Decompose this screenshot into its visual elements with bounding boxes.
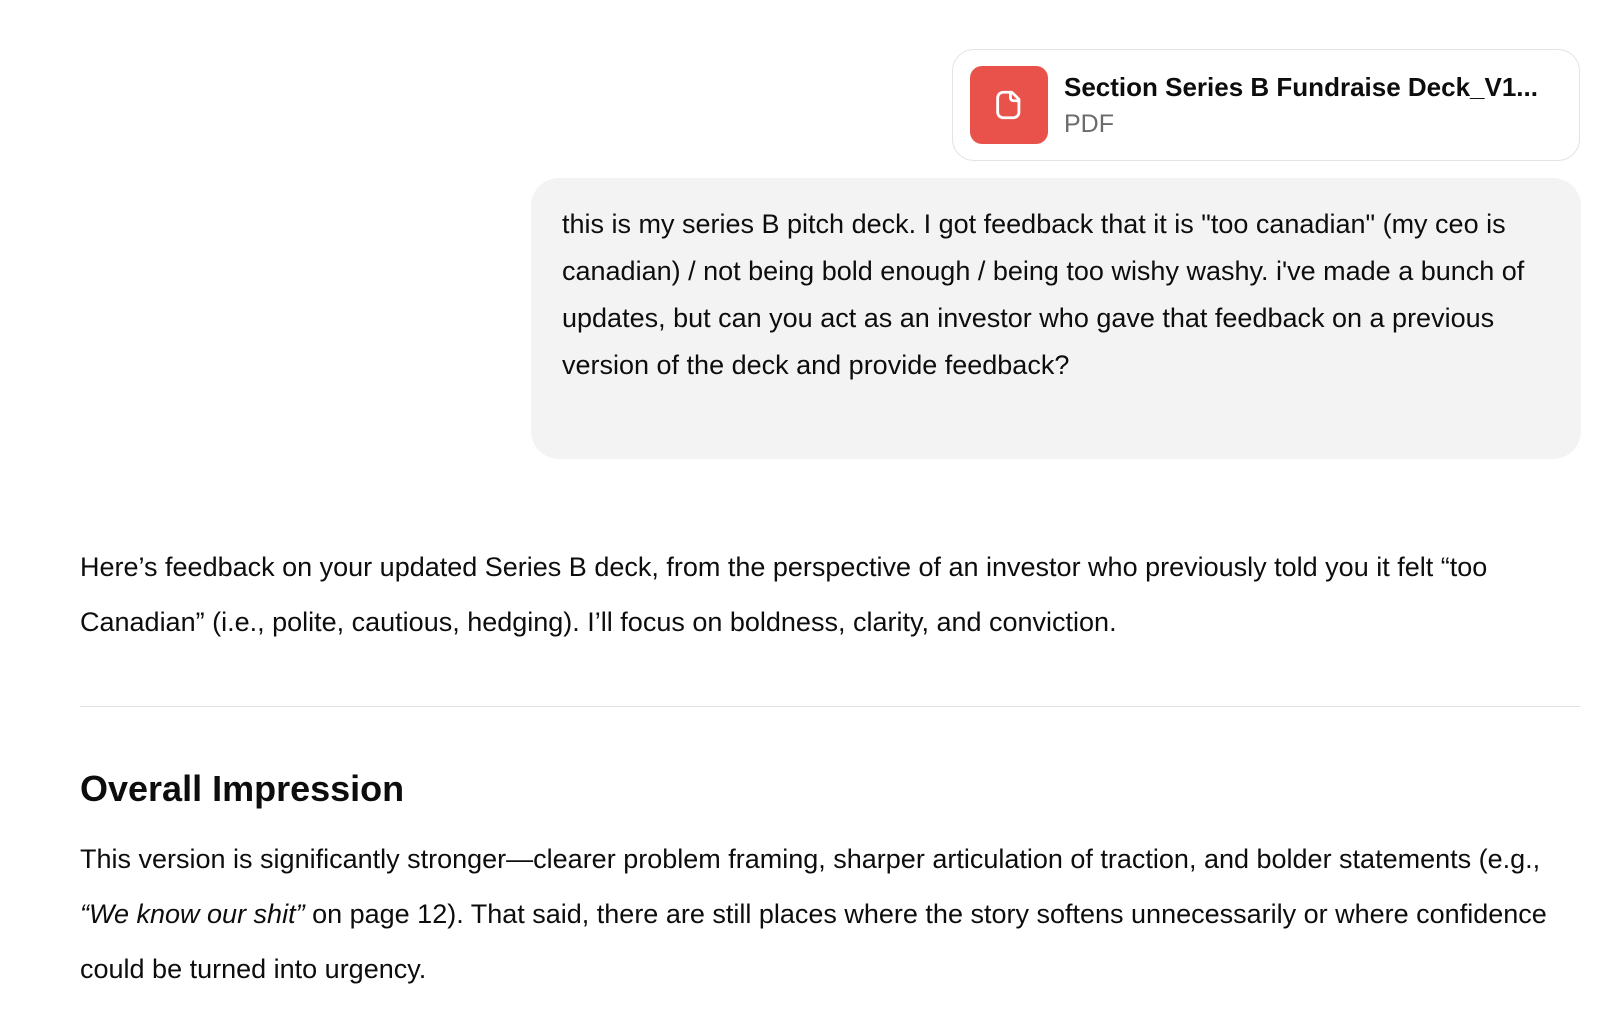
file-meta	[1064, 70, 1569, 140]
section-heading: Overall Impression	[80, 768, 405, 809]
document-icon	[970, 66, 1048, 144]
user-message-bubble	[531, 178, 1581, 459]
section-body-quote: “We know our shit”	[80, 899, 305, 929]
section-body	[80, 832, 1590, 997]
section-body-text-continued: on page 12). That said, there are still places where the story softens unnecessarily or where confidence could be turned into urgency.	[80, 899, 1547, 984]
divider	[80, 706, 1580, 707]
user-message-text: this is my series B pitch deck. I got feedback that it is "too canadian" (my ceo is canadian) / not being bold enough / being too wishy washy. i've made a bunch of updates, but can you act as an investor who gave that feedback on a previous version of the deck and provide feedback?	[562, 209, 1525, 380]
section-body-text: This version is significantly stronger—clearer problem framing, sharper articulation of traction, and bolder statements (e.g.,	[80, 844, 1541, 874]
response-intro: Here’s feedback on your updated Series B deck, from the perspective of an investor who previously told you it felt “too Canadian” (i.e., polite, cautious, hedging). I’ll focus on boldness, clarity, and conviction.	[80, 552, 1488, 637]
file-name: Section Series B Fundraise Deck_V1...	[1064, 72, 1538, 102]
assistant-response	[80, 540, 1590, 650]
file-type: PDF	[1064, 110, 1114, 138]
file-attachment-card[interactable]	[952, 49, 1580, 161]
